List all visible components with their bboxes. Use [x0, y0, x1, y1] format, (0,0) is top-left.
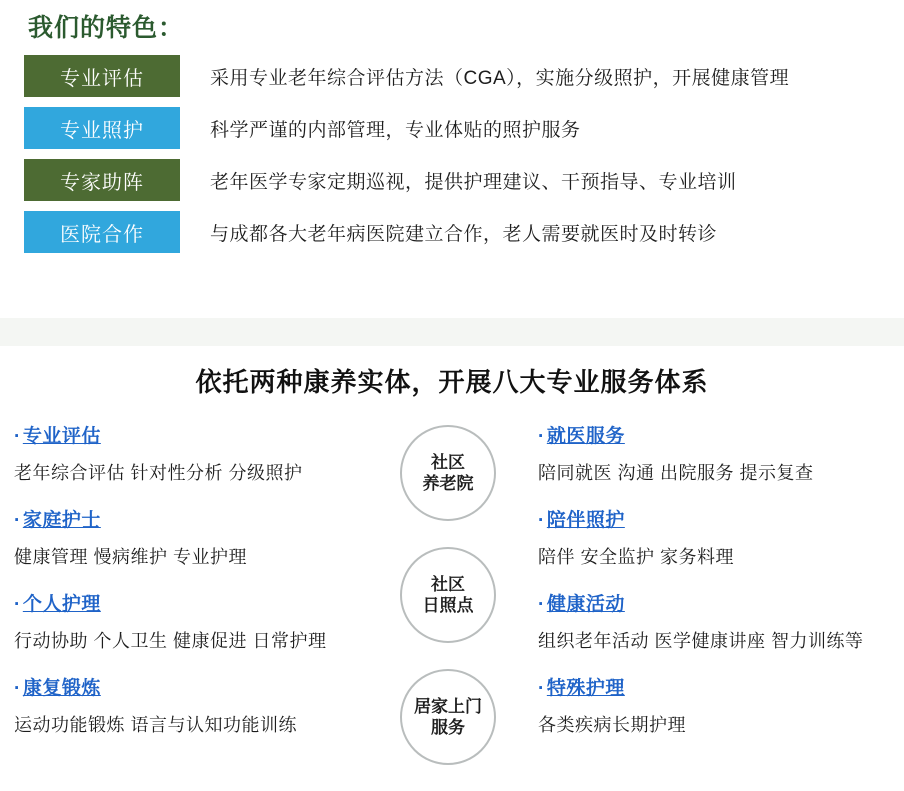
- service-heading-label: 康复锻炼: [22, 678, 101, 699]
- feature-tag: 专家助阵: [24, 159, 180, 201]
- feature-row: [0, 106, 904, 150]
- feature-row: [0, 158, 904, 202]
- bullet-icon: ·: [538, 510, 545, 531]
- feature-text: 老年医学专家定期巡视，提供护理建议、干预指导、专业培训: [210, 171, 737, 193]
- entity-circle: [400, 425, 496, 521]
- service-heading-label: 健康活动: [546, 594, 625, 615]
- feature-text: 采用专业老年综合评估方法（CGA），实施分级照护，开展健康管理: [210, 67, 790, 89]
- service-description: 行动协助 个人卫生 健康促进 日常护理: [14, 631, 327, 651]
- bullet-icon: ·: [14, 510, 21, 531]
- entity-circle: [400, 669, 496, 765]
- service-item: [14, 589, 366, 653]
- entity-circle-line2: 日照点: [422, 596, 474, 615]
- services-title: 依托两种康养实体，开展八大专业服务体系: [195, 367, 709, 397]
- entity-circle-line2: 服务: [431, 718, 465, 737]
- service-item: [14, 505, 366, 569]
- service-heading: [538, 673, 890, 700]
- service-description: 健康管理 慢病维护 专业护理: [14, 547, 248, 567]
- service-heading: [14, 505, 366, 532]
- services-section: [0, 346, 904, 791]
- entity-circle-line1: 居家上门: [414, 696, 482, 716]
- features-section: [0, 0, 904, 254]
- bullet-icon: ·: [538, 678, 545, 699]
- feature-tag: 专业照护: [24, 107, 180, 149]
- service-description: 陪伴 安全监护 家务料理: [538, 547, 735, 567]
- feature-tag: 医院合作: [24, 211, 180, 253]
- service-item: [14, 673, 366, 737]
- feature-tag: 专业评估: [24, 55, 180, 97]
- entity-circle-line2: 养老院: [422, 474, 474, 493]
- service-description: 运动功能锻炼 语言与认知功能训练: [14, 715, 297, 735]
- service-heading-label: 特殊护理: [546, 678, 625, 699]
- entity-circles: [373, 421, 523, 791]
- service-heading-label: 陪伴照护: [546, 510, 625, 531]
- entity-circle-line1: 社区: [431, 574, 465, 594]
- service-item: [538, 589, 890, 653]
- spacer-band: [0, 262, 904, 318]
- services-left-column: [14, 421, 366, 757]
- service-item: [538, 673, 890, 737]
- service-heading: [14, 673, 366, 700]
- feature-text: 科学严谨的内部管理，专业体贴的照护服务: [210, 119, 581, 141]
- service-heading: [538, 421, 890, 448]
- entity-circle: [400, 547, 496, 643]
- services-body: [0, 421, 904, 791]
- service-description: 各类疾病长期护理: [538, 715, 686, 735]
- light-divider-band: [0, 318, 904, 346]
- service-description: 老年综合评估 针对性分析 分级照护: [14, 463, 303, 483]
- service-heading: [538, 589, 890, 616]
- features-title: 我们的特色：: [28, 14, 185, 42]
- bullet-icon: ·: [14, 678, 21, 699]
- service-heading: [14, 421, 366, 448]
- service-heading: [14, 589, 366, 616]
- service-description: 组织老年活动 医学健康讲座 智力训练等: [538, 631, 864, 651]
- bullet-icon: ·: [14, 426, 21, 447]
- feature-row: [0, 54, 904, 98]
- service-heading-label: 专业评估: [22, 426, 101, 447]
- feature-row: [0, 210, 904, 254]
- service-heading: [538, 505, 890, 532]
- entity-circle-line1: 社区: [431, 452, 465, 472]
- service-item: [538, 421, 890, 485]
- service-heading-label: 就医服务: [546, 426, 625, 447]
- service-heading-label: 家庭护士: [22, 510, 101, 531]
- service-description: 陪同就医 沟通 出院服务 提示复查: [538, 463, 814, 483]
- bullet-icon: ·: [538, 594, 545, 615]
- feature-text: 与成都各大老年病医院建立合作，老人需要就医时及时转诊: [210, 223, 718, 245]
- service-item: [14, 421, 366, 485]
- services-right-column: [530, 421, 890, 757]
- service-heading-label: 个人护理: [22, 594, 101, 615]
- bullet-icon: ·: [14, 594, 21, 615]
- bullet-icon: ·: [538, 426, 545, 447]
- service-item: [538, 505, 890, 569]
